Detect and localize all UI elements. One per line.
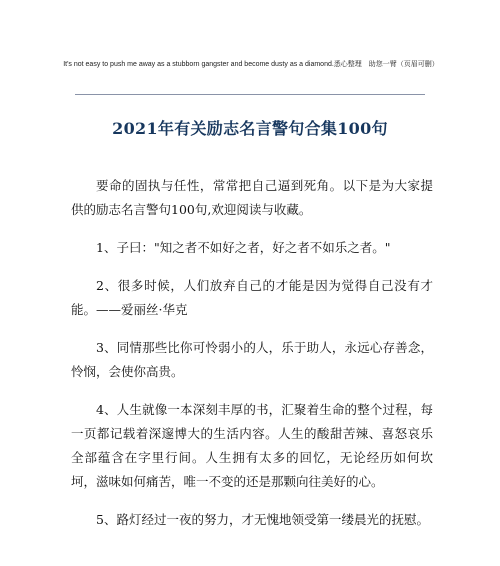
page-header-text: It's not easy to push me away as a stubborn gangster and become dusty as a diamond.悉心整理 助您一臂（页眉可删） [63,61,439,68]
intro-paragraph: 要命的固执与任性，常常把自己逼到死角。以下是为大家提供的励志名言警句100句,欢迎阅读与收藏。 [71,178,433,217]
header-divider [75,94,425,95]
quote-paragraph-1: 1、子曰："知之者不如好之者，好之者不如乐之者。" [96,240,391,255]
document-body [71,174,433,546]
quote-paragraph-3: 3、同情那些比你可怜弱小的人，乐于助人，永远心存善念，怜悯，会使你高贵。 [71,340,433,379]
quote-paragraph-2: 2、很多时候，人们放弃自己的才能是因为觉得自己没有才能。——爱丽丝·华克 [71,278,433,317]
quote-paragraph-5: 5、路灯经过一夜的努力，才无愧地领受第一缕晨光的抚慰。 [96,512,429,527]
document-title: 2021年有关励志名言警句合集100句 [112,119,388,138]
quote-paragraph-4: 4、人生就像一本深刻丰厚的书，汇聚着生命的整个过程，每一页都记载着深邃博大的生活内容。人生的酸甜苦辣、喜怒哀乐全部蕴含在字里行间。人生拥有太多的回忆，无论经历如何坎坷，滋味如何痛苦，唯一不变的还是那颗向往美好的心。 [71,402,433,489]
